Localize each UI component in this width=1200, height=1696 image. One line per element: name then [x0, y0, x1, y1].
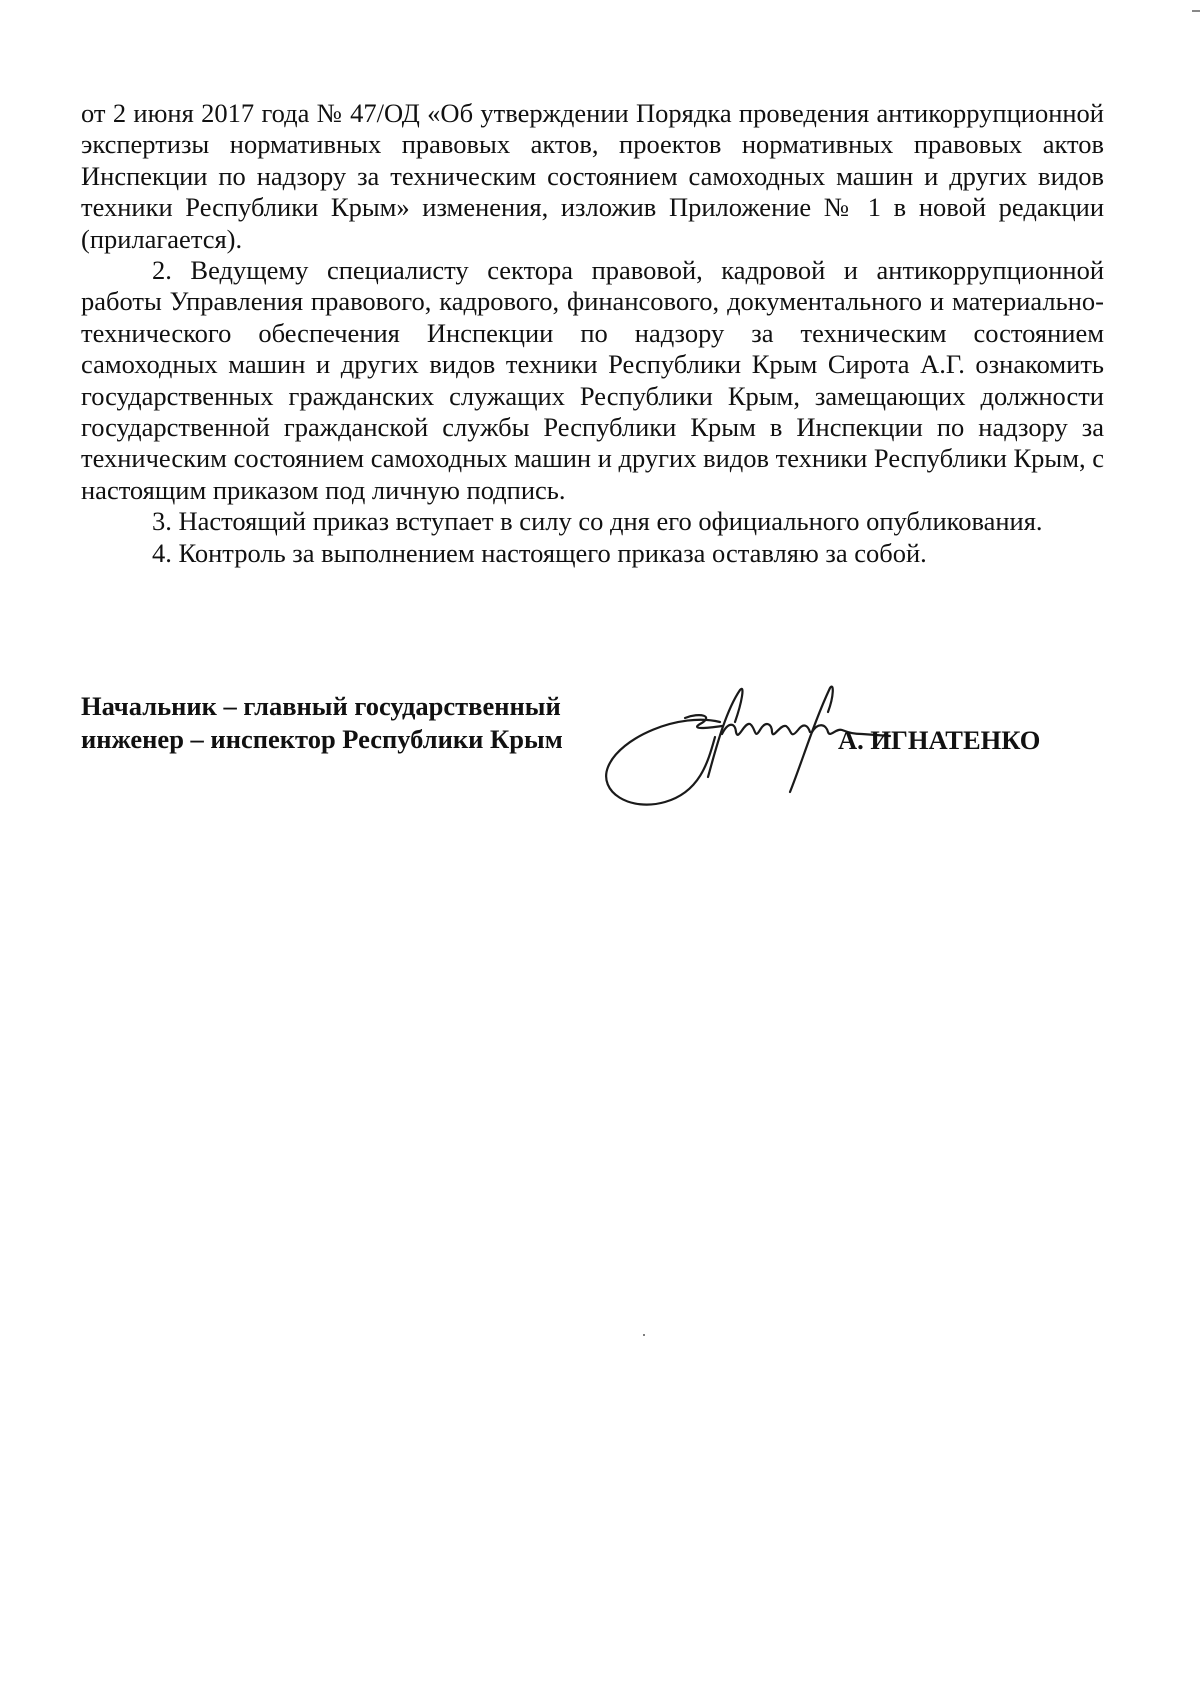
paragraph-item-3: 3. Настоящий приказ вступает в силу со дня его официального опубликования.: [152, 506, 1043, 537]
signatory-name: А. ИГНАТЕНКО: [838, 725, 1041, 755]
paragraph-continuation: от 2 июня 2017 года № 47/ОД «Об утверждении Порядка проведения антикоррупционной экспертизы нормативных правовых актов, проектов нормативных правовых актов Инспекции по надзору за техническим состоянием самоходных машин и других видов техники Республики Крым» изменения, изложив Приложение № 1 в новой редакции (прилагается).: [81, 98, 1104, 254]
document-body: [81, 98, 1104, 569]
signatory-title-line-1: Начальник – главный государственный: [81, 691, 561, 721]
scan-artifact: [643, 1334, 645, 1336]
scan-edge-mark: [1192, 10, 1200, 12]
signature-block: [81, 690, 1104, 810]
paragraph-item-2: 2. Ведущему специалисту сектора правовой, кадровой и антикоррупционной работы Управления правового, кадрового, финансового, документального и материально-технического обеспечения Инспекции по надзору за техническим состоянием самоходных машин и других видов техники Республики Крым Сирота А.Г. ознакомить государственных гражданских служащих Республики Крым, замещающих должности государственной гражданской службы Республики Крым в Инспекции по надзору за техническим состоянием самоходных машин и других видов техники Республики Крым, с настоящим приказом под личную подпись.: [81, 255, 1105, 505]
signatory-title: [81, 690, 563, 756]
paragraph-item-4: 4. Контроль за выполнением настоящего приказа оставляю за собой.: [152, 537, 927, 568]
signatory-title-line-2: инженер – инспектор Республики Крым: [81, 724, 563, 754]
